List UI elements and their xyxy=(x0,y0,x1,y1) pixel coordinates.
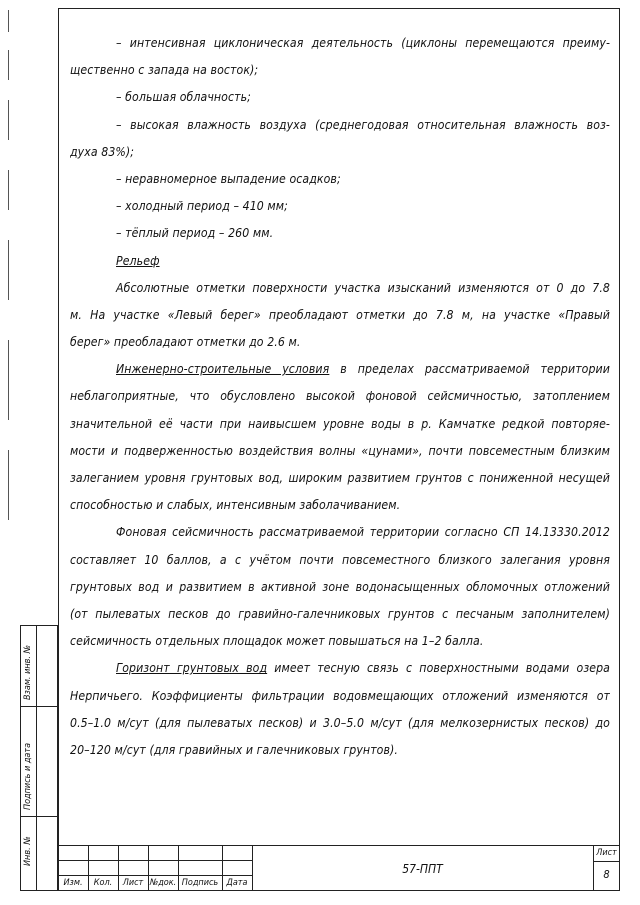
text-segment: залеганием уровня грунтовых вод, широким развитием грунтов с пониженной несущей xyxy=(70,471,610,485)
text-segment: м. На участке «Левый берег» преобладают отметки до 7.8 м, на участке «Правый xyxy=(70,307,610,322)
title-block-header: Кол. xyxy=(93,878,113,888)
text-segment: значительной её части при наивысшем уровне воды в р. Камчатке редкой повторяе- xyxy=(70,416,610,431)
text-segment: неблагоприятные, что обусловлено высокой фоновой сейсмичностью, затоплением xyxy=(70,389,610,404)
title-block-header: Подпись xyxy=(181,878,219,888)
text-segment: в пределах рассматриваемой территории xyxy=(329,362,610,377)
text-segment: Нерпичьего. Коэффициенты фильтрации водовмещающих отложений изменяются от xyxy=(70,688,610,703)
side-stamp-vzam: Взам. инв. № xyxy=(23,645,33,700)
text-line xyxy=(70,139,610,166)
text-segment: – тёплый период – 260 мм. xyxy=(116,226,274,241)
text-line xyxy=(70,547,610,574)
side-stamp-podpis: Подпись и дата xyxy=(23,742,33,810)
section-heading: Инженерно-строительные условия xyxy=(116,362,330,377)
text-segment: 20–120 м/сут (для гравийных и галечниковых грунтов). xyxy=(70,742,399,757)
text-line xyxy=(70,601,610,628)
side-stamp xyxy=(20,625,58,891)
text-segment: берег» преобладают отметки до 2.6 м. xyxy=(70,335,301,350)
text-line xyxy=(70,166,610,193)
text-segment: – интенсивная циклоническая деятельность (циклоны перемещаются преиму- xyxy=(116,36,610,50)
text-line xyxy=(70,465,610,492)
side-stamp-inv: Инв. № xyxy=(23,836,33,866)
text-segment: Фоновая сейсмичность рассматриваемой территории согласно СП 14.13330.2012 xyxy=(116,525,610,540)
margin-mark xyxy=(8,340,9,420)
text-line xyxy=(70,193,610,220)
text-line xyxy=(70,411,610,438)
section-heading: Горизонт грунтовых вод xyxy=(116,661,268,676)
text-line xyxy=(70,628,610,655)
text-segment: Абсолютные отметки поверхности участка изысканий изменяются от 0 до 7.8 xyxy=(116,280,610,295)
margin-mark xyxy=(8,50,9,80)
text-segment: – неравномерное выпадение осадков; xyxy=(116,171,341,186)
title-block xyxy=(58,845,620,891)
text-segment: составляет 10 баллов, а с учётом почти повсеместного близкого залегания уровня xyxy=(70,552,610,567)
text-segment: 0.5–1.0 м/сут (для пылеватых песков) и 3.0–5.0 м/сут (для мелкозернистых песков) до xyxy=(70,715,610,730)
text-segment: духа 83%); xyxy=(70,144,135,159)
text-line xyxy=(70,248,610,275)
text-line xyxy=(70,574,610,601)
margin-mark xyxy=(8,100,9,140)
text-segment: щественно с запада на восток); xyxy=(70,63,259,78)
text-line xyxy=(70,275,610,302)
text-segment: – большая облачность; xyxy=(116,90,251,105)
sheet-label: Лист xyxy=(596,848,617,858)
text-line xyxy=(70,710,610,737)
text-segment: – высокая влажность воздуха (среднегодовая относительная влажность воз- xyxy=(116,117,610,132)
title-block-header: №док. xyxy=(149,878,177,888)
text-line xyxy=(70,683,610,710)
sheet-number: 8 xyxy=(603,868,610,881)
text-line xyxy=(70,519,610,546)
text-line xyxy=(70,220,610,247)
title-block-header: Изм. xyxy=(63,878,83,888)
text-line xyxy=(70,30,610,57)
document-body xyxy=(70,30,610,764)
text-line xyxy=(70,302,610,329)
text-segment: – холодный период – 410 мм; xyxy=(116,199,288,214)
text-line xyxy=(70,492,610,519)
text-segment: мости и подверженностью воздействия волны «цунами», почти повсеместным близким xyxy=(70,443,610,458)
text-line xyxy=(70,356,610,383)
text-line xyxy=(70,57,610,84)
text-line xyxy=(70,112,610,139)
text-line xyxy=(70,84,610,111)
text-line xyxy=(70,655,610,682)
margin-mark xyxy=(8,10,9,32)
margin-mark xyxy=(8,170,9,210)
title-block-header: Дата xyxy=(226,878,248,888)
text-segment: способностью и слабых, интенсивным заболачиванием. xyxy=(70,498,401,513)
margin-mark xyxy=(8,240,9,300)
margin-mark xyxy=(8,450,9,520)
text-line xyxy=(70,737,610,764)
text-segment: грунтовых вод и развитием в активной зоне водонасыщенных обломочных отложений xyxy=(70,579,610,594)
document-code: 57-ППТ xyxy=(402,862,443,876)
text-segment: (от пылеватых песков до гравийно-галечниковых грунтов с песчаным заполнителем) xyxy=(70,606,610,621)
text-segment: сейсмичность отдельных площадок может повышаться на 1–2 балла. xyxy=(70,634,484,649)
text-line xyxy=(70,438,610,465)
text-line xyxy=(70,329,610,356)
title-block-header: Лист xyxy=(122,878,144,888)
section-heading: Рельеф xyxy=(116,253,160,268)
text-line xyxy=(70,383,610,410)
text-segment: имеет тесную связь с поверхностными водами озера xyxy=(267,661,610,676)
